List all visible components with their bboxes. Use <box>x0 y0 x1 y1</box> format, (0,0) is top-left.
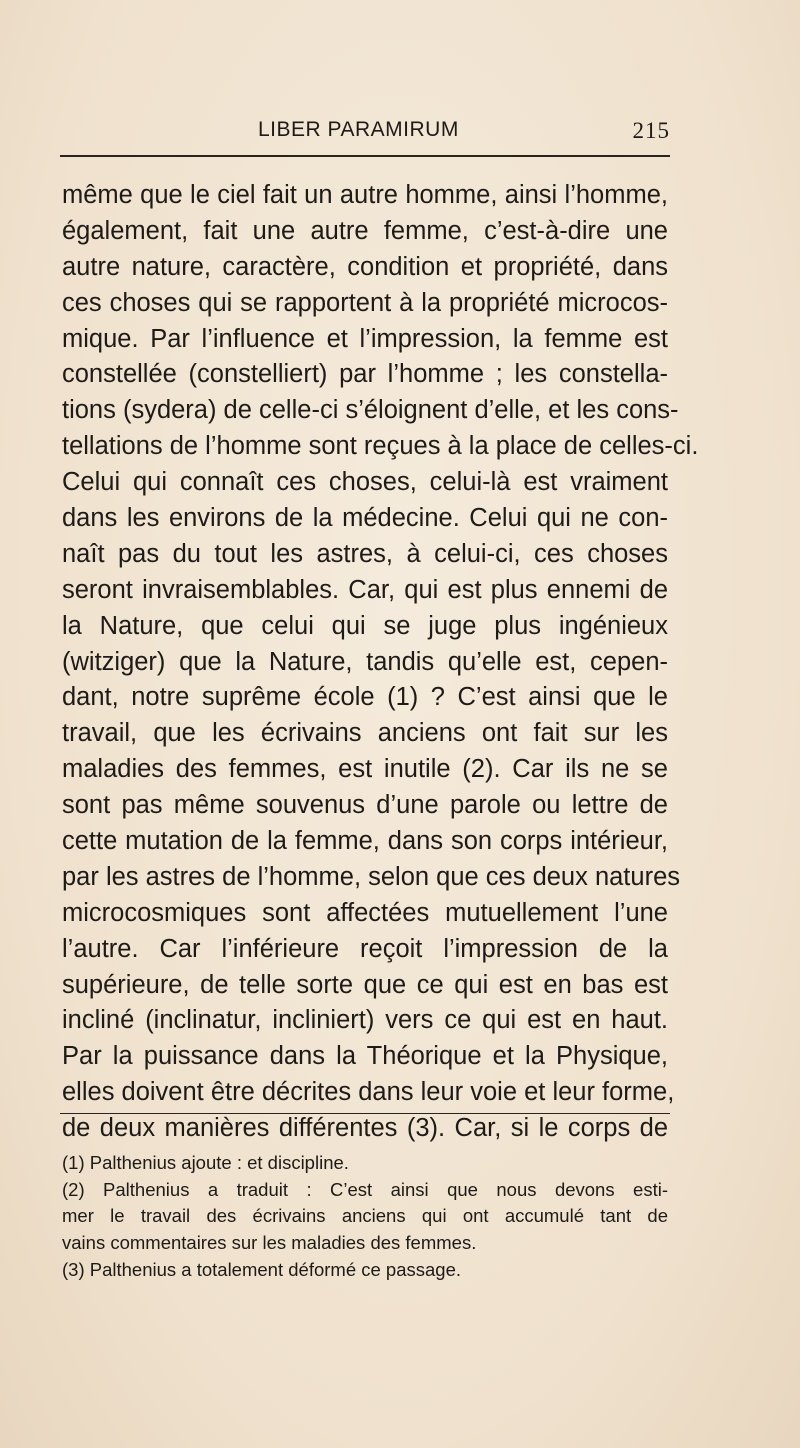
text-line: mique. Par l’influence et l’impression, la femme est <box>62 324 668 353</box>
text-line: supérieure, de telle sorte que ce qui est en bas est <box>62 970 668 999</box>
text-line: (witziger) que la Nature, tandis qu’elle est, cepen- <box>62 647 668 676</box>
page-number: 215 <box>632 118 670 143</box>
header-rule <box>60 155 670 157</box>
footnote-2: (2) Palthenius a traduit : C’est ainsi que nous devons esti- <box>62 1178 668 1200</box>
text-line: ces choses qui se rapportent à la propriété microcos- <box>62 288 668 317</box>
text-line: naît pas du tout les astres, à celui-ci, ces choses <box>62 539 668 568</box>
page-header <box>60 118 670 154</box>
text-line: la Nature, que celui qui se juge plus ingénieux <box>62 611 668 640</box>
text-line: également, fait une autre femme, c’est-à-dire une <box>62 216 668 245</box>
footnote-2-end: vains commentaires sur les maladies des femmes. <box>62 1232 477 1254</box>
text-line: dans les environs de la médecine. Celui qui ne con- <box>62 504 668 533</box>
footnotes <box>62 1150 668 1283</box>
text-line: incliné (inclinatur, incliniert) vers ce qui est en haut. <box>62 1006 668 1035</box>
footnote-3: (3) Palthenius a totalement déformé ce passage. <box>62 1258 462 1280</box>
text-line: constellée (constelliert) par l’homme ; les constella- <box>62 360 668 389</box>
text-line: par les astres de l’homme, selon que ces deux natures <box>62 862 681 891</box>
footnote-1: (1) Palthenius ajoute : et discipline. <box>62 1152 349 1173</box>
text-line: tellations de l’homme sont reçues à la place de celles-ci. <box>62 432 699 461</box>
text-line: Par la puissance dans la Théorique et la Physique, <box>62 1042 668 1071</box>
text-line: même que le ciel fait un autre homme, ainsi l’homme, <box>62 181 668 209</box>
footnote-2-continued: mer le travail des écrivains anciens qui ont accumulé tant de <box>62 1205 668 1227</box>
text-line: autre nature, caractère, condition et propriété, dans <box>62 252 668 281</box>
text-line: maladies des femmes, est inutile (2). Car ils ne se <box>62 755 668 784</box>
text-line: tions (sydera) de celle-ci s’éloignent d’elle, et les cons- <box>62 396 679 425</box>
footnote-rule <box>60 1113 670 1114</box>
text-line: seront invraisemblables. Car, qui est plus ennemi de <box>62 575 668 604</box>
text-line: microcosmiques sont affectées mutuellement l’une <box>62 898 668 927</box>
text-line: de deux manières différentes (3). Car, si le corps de <box>62 1114 668 1143</box>
text-line: l’autre. Car l’inférieure reçoit l’impression de la <box>62 934 668 963</box>
text-line: elles doivent être décrites dans leur voie et leur forme, <box>62 1078 675 1107</box>
text-line: dant, notre suprême école (1) ? C’est ainsi que le <box>62 683 668 712</box>
text-line: Celui qui connaît ces choses, celui-là est vraiment <box>62 468 668 497</box>
body-text <box>62 178 699 1147</box>
text-line: travail, que les écrivains anciens ont fait sur les <box>62 719 668 748</box>
running-title: LIBER PARAMIRUM <box>258 118 459 141</box>
text-line: sont pas même souvenus d’une parole ou lettre de <box>62 791 668 820</box>
text-line: cette mutation de la femme, dans son corps intérieur, <box>62 827 668 856</box>
